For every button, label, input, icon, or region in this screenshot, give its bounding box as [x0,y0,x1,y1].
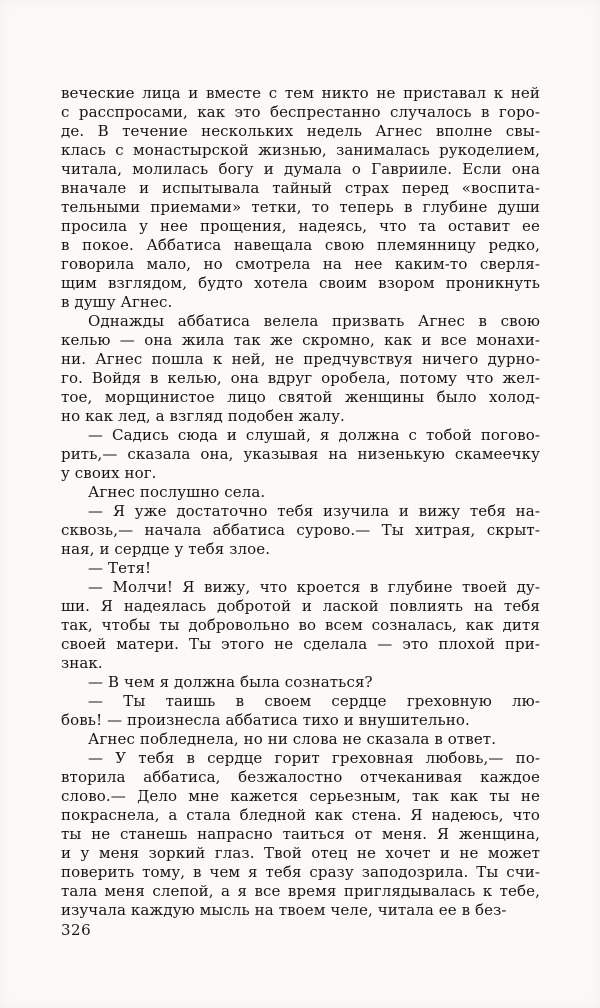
text-block [61,84,540,920]
text-line: рить,— сказала она, указывая на низенькую скамеечку [61,445,540,463]
text-line: келью — она жила так же скромно, как и все монахи- [61,331,540,349]
text-line: с расспросами, как это беспрестанно случалось в горо- [61,103,540,121]
text-line: де. В течение нескольких недель Агнес вполне свы- [61,122,540,140]
text-line: Агнес побледнела, но ни слова не сказала в ответ. [88,730,497,748]
text-line: го. Войдя в келью, она вдруг оробела, потому что жел- [61,369,540,387]
text-line: тала меня слепой, а я все время приглядывалась к тебе, [61,882,540,900]
text-line: — Я уже достаточно тебя изучила и вижу тебя на- [88,502,540,520]
text-line: и у меня зоркий глаз. Твой отец не хочет и не может [61,844,540,862]
text-line: веческие лица и вместе с тем никто не приставал к ней [61,84,540,102]
text-line: Однажды аббатиса велела призвать Агнес в свою [88,312,540,330]
text-line: ная, и сердце у тебя злое. [61,540,271,558]
text-line: — Ты таишь в своем сердце греховную лю- [88,692,540,710]
text-line: ты не станешь напрасно таиться от меня. Я женщина, [61,825,540,843]
text-line: — Садись сюда и слушай, я должна с тобой погово- [88,426,540,444]
text-line: — У тебя в сердце горит греховная любовь,— по- [88,749,540,767]
text-line: Агнес послушно села. [88,483,266,501]
text-line: так, чтобы ты добровольно во всем созналась, как дитя [61,616,540,634]
text-line: тельными приемами» тетки, то теперь в глубине души [61,198,540,216]
text-line: — Тетя! [88,559,152,577]
text-line: — Молчи! Я вижу, что кроется в глубине твоей ду- [88,578,540,596]
text-line: читала, молилась богу и думала о Гаврииле. Если она [61,160,540,178]
text-line: сквозь,— начала аббатиса сурово.— Ты хитрая, скрыт- [61,521,540,539]
text-line: просила у нее прощения, надеясь, что та оставит ее [61,217,540,235]
text-line: клась с монастырской жизнью, занималась рукоделием, [61,141,540,159]
text-line: в душу Агнес. [61,293,173,311]
text-line: но как лед, а взгляд подобен жалу. [61,407,345,425]
text-line: знак. [61,654,103,672]
page-number: 326 [61,921,92,939]
text-line: вначале и испытывала тайный страх перед «воспита- [61,179,540,197]
text-line: вторила аббатиса, безжалостно отчеканивая каждое [61,768,540,786]
text-line: у своих ног. [61,464,157,482]
text-line: покраснела, а стала бледной как стена. Я надеюсь, что [61,806,540,824]
text-line: слово.— Дело мне кажется серьезным, так как ты не [61,787,540,805]
text-line: бовь! — произнесла аббатиса тихо и внушительно. [61,711,470,729]
text-line: щим взглядом, будто хотела своим взором проникнуть [61,274,540,292]
text-line: ни. Агнес пошла к ней, не предчувствуя ничего дурно- [61,350,540,368]
text-line: изучала каждую мысль на твоем челе, читала ее в без- [61,901,507,919]
text-line: ши. Я надеялась добротой и лаской повлиять на тебя [61,597,540,615]
text-line: тое, морщинистое лицо святой женщины было холод- [61,388,540,406]
text-line: говорила мало, но смотрела на нее каким-то сверля- [61,255,540,273]
text-line: — В чем я должна была сознаться? [88,673,373,691]
text-line: в покое. Аббатиса навещала свою племянницу редко, [61,236,540,254]
text-line: поверить тому, в чем я тебя сразу заподозрила. Ты счи- [61,863,540,881]
text-line: своей матери. Ты этого не сделала — это плохой при- [61,635,540,653]
